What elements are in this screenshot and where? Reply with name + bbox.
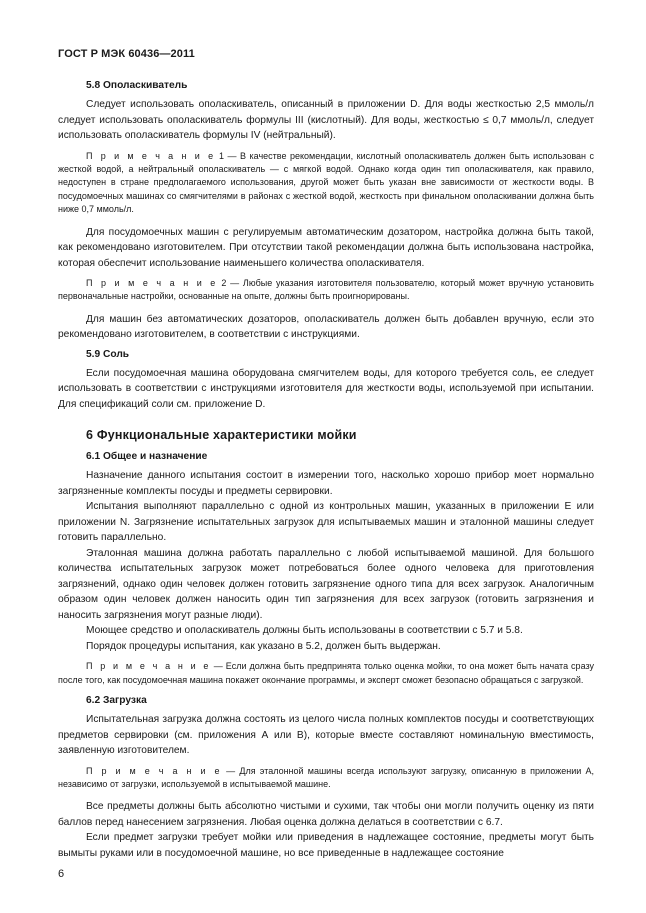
note-label: П р и м е ч а н и е <box>86 661 211 672</box>
section-6-1-paragraph: Назначение данного испытания состоит в измерении того, насколько хорошо прибор моет нормально загрязненные комплекты посуды и предметы сервировки. <box>58 470 594 497</box>
section-6-1-note <box>58 660 594 687</box>
section-5-8-note-1 <box>58 150 594 217</box>
note-text: — Для эталонной машины всегда используют загрузку, описанную в приложении А, независимо от загрузки, используемой в испытываемой машине. <box>58 765 595 790</box>
note-text: 2 — Любые указания изготовителя пользователю, который может вручную установить первоначальные настройки, основанные на опыте, должны быть проигнорированы. <box>58 278 594 302</box>
section-6-1-title: 6.1 Общее и назначение <box>86 451 208 463</box>
page-content <box>58 80 594 861</box>
section-5-8-note-2 <box>58 277 594 304</box>
page-number: 6 <box>58 868 65 880</box>
section-6-2-title: 6.2 Загрузка <box>86 695 147 707</box>
note-label: П р и м е ч а н и е <box>86 765 222 776</box>
note-text: — Если должна быть предпринята только оценка мойки, то она может быть начата сразу после того, как посудомоечная машина покажет окончание программы, и эксперт сможет безопасно обращаться с загрузкой. <box>58 661 594 685</box>
section-6-1-paragraph: Порядок процедуры испытания, как указано в 5.2, должен быть выдержан. <box>86 640 441 652</box>
document-header: ГОСТ Р МЭК 60436—2011 <box>58 48 195 60</box>
note-text: 1 — В качестве рекомендации, кислотный ополаскиватель должен быть использован с жесткой водой, а нейтральный ополаскиватель — с мягкой водой. Однако когда один тип ополаскивателя, как правило, недоступен в стране предполагаемого использования, другой может быть указан вне зависимости от жесткости воды. В посудомоечных машинах со смягчителями в районах с жесткой водой, жесткость при финальном ополаскивании должна быть ниже 0,7 ммоль/л. <box>58 150 594 215</box>
section-6-2-paragraph: Испытательная загрузка должна состоять из целого числа полных комплектов посуды и соответствующих предметов сервировки (см. приложения А или В), которые вместе составляют номинальную вместимость, заявленную изготовителем. <box>58 714 594 757</box>
note-label: П р и м е ч а н и е <box>86 150 216 161</box>
section-6-2-paragraph: Все предметы должны быть абсолютно чистыми и сухими, так чтобы они могли получить оценку из пяти баллов перед нанесением загрязнения. Любая оценка должна делаться в соответствии с 6.7. <box>58 801 594 828</box>
section-6-1-paragraph: Эталонная машина должна работать параллельно с любой испытываемой машиной. Для большого количества испытательных загрузок может потребоваться более одного человека для приготовления загрязнений, однако один человек должен готовить загрязнение одного типа для всех загрузок. Аналогичным образом один человек должен наносить один тип загрязнения для всех загрузок (готовить загрязнения и наносить загрязнения могут разные люди). <box>58 547 594 621</box>
section-6-2-paragraph: Если предмет загрузки требует мойки или приведения в надлежащее состояние, предметы могут быть вымыты руками или в посудомоечной машине, но все приведенные в надлежащее состояние <box>58 832 594 859</box>
section-5-9-paragraph: Если посудомоечная машина оборудована смягчителем воды, для которого требуется соль, ее следует использовать в соответствии с инструкциями изготовителя для жесткости воды, используемой при испытании. Для спецификаций соли см. приложение D. <box>58 367 594 410</box>
section-6-1-paragraph: Испытания выполняют параллельно с одной из контрольных машин, указанных в приложении E или приложении N. Загрязнение испытательных загрузок для испытываемых машин и эталонной машины следует готовить параллельно. <box>58 501 594 544</box>
section-6-2-note <box>58 765 594 792</box>
section-5-8-paragraph: Следует использовать ополаскиватель, описанный в приложении D. Для воды жесткостью 2,5 ммоль/л следует использовать ополаскиватель формулы III (кислотный). Для воды, жесткостью ≤ 0,7 ммоль/л, следует использовать ополаскиватель формулы IV (нейтральный). <box>58 99 594 141</box>
section-5-8-paragraph: Для посудомоечных машин с регулируемым автоматическим дозатором, настройка должна быть такой, как рекомендовано изготовителем. При отсутствии такой рекомендации должна быть использована настройка, которая обеспечит использование наименьшего количества ополаскивателя. <box>58 226 594 269</box>
section-6-title: 6 Функциональные характеристики мойки <box>86 428 357 443</box>
section-5-8-paragraph: Для машин без автоматических дозаторов, ополаскиватель должен быть добавлен вручную, если это рекомендовано изготовителем, в соответствии с инструкциями. <box>58 313 594 341</box>
section-5-8-title: 5.8 Ополаскиватель <box>86 80 188 91</box>
section-5-9-title: 5.9 Соль <box>86 348 130 360</box>
section-6-1-paragraph: Моющее средство и ополаскиватель должны быть использованы в соответствии с 5.7 и 5.8. <box>86 625 523 637</box>
note-label: П р и м е ч а н и е <box>86 278 218 289</box>
